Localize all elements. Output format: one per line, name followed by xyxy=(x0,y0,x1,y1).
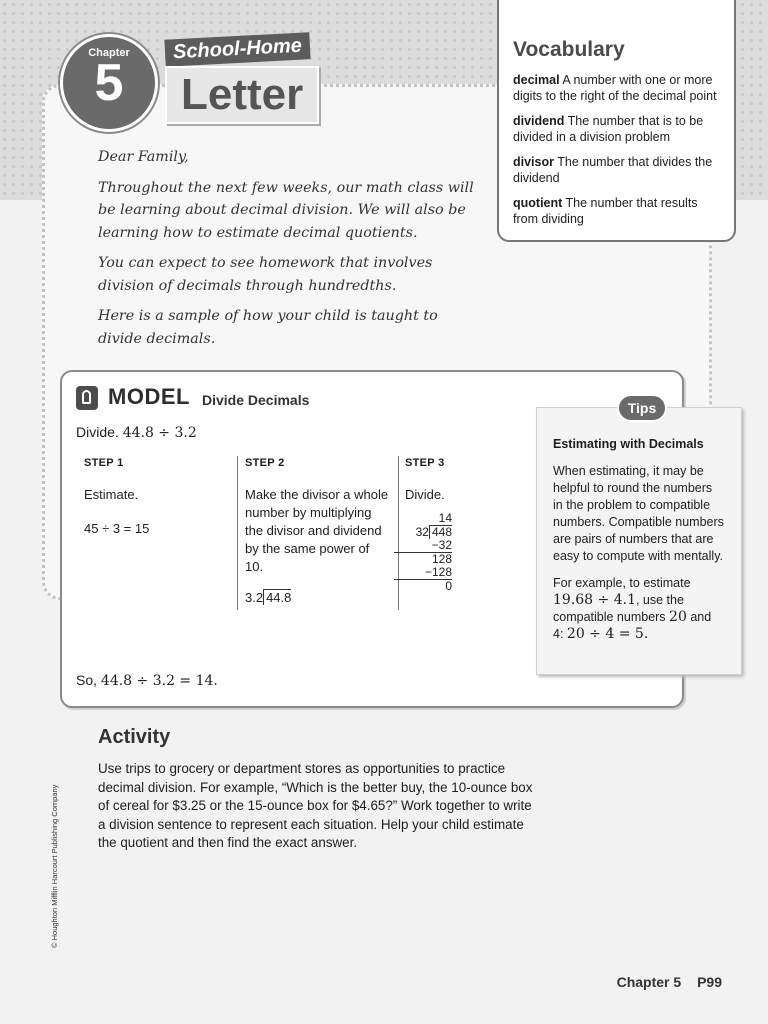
divide-expression: 44.8 ÷ 3.2 xyxy=(122,425,197,441)
step-text: Estimate. xyxy=(84,487,139,502)
chapter-number: 5 xyxy=(94,54,124,112)
vocab-item xyxy=(513,195,722,227)
vocabulary-box xyxy=(497,0,736,242)
vocab-term: quotient xyxy=(513,196,563,210)
model-subtitle: Divide Decimals xyxy=(202,392,310,408)
conclusion-expression: 44.8 ÷ 3.2 = 14. xyxy=(100,673,218,689)
vocab-item xyxy=(513,113,722,145)
vocab-term: divisor xyxy=(513,155,554,169)
step-3 xyxy=(405,454,525,504)
step-text: Divide. xyxy=(405,487,445,502)
column-divider xyxy=(237,456,238,610)
step2-dividend: 44.8 xyxy=(263,589,291,605)
page-footer xyxy=(605,974,722,990)
tips-paragraph: When estimating, it may be helpful to round the numbers in the problem to compatible numbers. Compatible numbers are pairs of numbers that are easy to compute with mentally. xyxy=(553,464,724,563)
step-label: STEP 3 xyxy=(405,457,445,469)
tips-example xyxy=(553,575,725,643)
letter-paragraph: You can expect to see homework that involves division of decimals through hundredths. xyxy=(98,255,433,294)
activity-text: Use trips to grocery or department stores as opportunities to practice decimal division. For example, “Which is the better buy, the 10-ounce box of cereal for $3.25 or the 15-ounce box for $4.65?” Work together to write a division sentence to represent each situation. Help your child estimate the quotient and then find the exact answer. xyxy=(98,761,533,850)
tips-example-and: and 4: xyxy=(553,610,712,641)
model-problem xyxy=(76,424,197,441)
tips-example-intro: For example, to estimate xyxy=(553,576,691,590)
activity-title: Activity xyxy=(98,726,171,748)
vocab-item xyxy=(513,72,722,104)
chapter-badge xyxy=(60,34,158,132)
model-conclusion xyxy=(76,672,218,689)
ld-subtract: −128 xyxy=(394,566,452,580)
ld-dividend: 448 xyxy=(429,525,452,539)
step-1 xyxy=(84,454,229,538)
letter-greeting: Dear Family, xyxy=(98,149,189,165)
vocab-item xyxy=(513,154,722,186)
step-text: Make the divisor a whole number by multiplying the divisor and dividend by the same power of 10. xyxy=(245,487,389,574)
tips-expression: 19.68 ÷ 4.1 xyxy=(553,592,636,608)
ld-divisor: 32 xyxy=(415,525,429,539)
long-division xyxy=(394,512,452,593)
vocab-term: decimal xyxy=(513,73,560,87)
step-2 xyxy=(245,454,390,576)
tips-box xyxy=(536,407,742,675)
conclusion-prefix: So, xyxy=(76,672,98,688)
letter-paragraph: Throughout the next few weeks, our math class will be learning about decimal division. We will also be learning how to estimate decimal quotients. xyxy=(98,179,474,241)
step2-division-work xyxy=(245,590,291,605)
ld-remainder: 0 xyxy=(445,579,452,593)
step-label: STEP 2 xyxy=(245,457,285,469)
title-letter: Letter xyxy=(165,66,319,124)
copyright-notice: © Houghton Mifflin Harcourt Publishing Company xyxy=(50,784,59,948)
title-school-home: School-Home xyxy=(164,32,310,67)
keyhole-icon xyxy=(76,386,98,410)
vocab-definition: The number that divides the dividend xyxy=(513,155,713,185)
ld-remainder: 128 xyxy=(431,552,452,566)
step2-divisor: 3.2 xyxy=(245,590,264,605)
ld-quotient: 14 xyxy=(438,511,452,525)
chapter-word: Chapter xyxy=(88,47,130,59)
ld-divisor-dividend xyxy=(394,525,452,539)
step-work: 45 ÷ 3 = 15 xyxy=(84,521,150,536)
footer-page-number: P99 xyxy=(697,974,722,990)
divide-label: Divide. xyxy=(76,424,119,440)
vocabulary-title: Vocabulary xyxy=(513,38,625,61)
vocab-definition: The number that results from dividing xyxy=(513,196,698,226)
vocab-definition: The number that is to be divided in a division problem xyxy=(513,114,704,144)
vocab-term: dividend xyxy=(513,114,565,128)
tips-result: 20 ÷ 4 = 5. xyxy=(566,626,649,642)
tips-example-mid: , use the compatible numbers xyxy=(553,593,684,624)
tips-compatible-number: 20 xyxy=(669,609,687,625)
model-title: MODEL xyxy=(108,384,190,409)
vocabulary-list xyxy=(513,72,722,227)
ld-subtract: −32 xyxy=(394,539,452,553)
tips-title: Estimating with Decimals xyxy=(553,437,704,451)
tips-badge: Tips xyxy=(619,396,665,420)
step-label: STEP 1 xyxy=(84,457,124,469)
vocab-definition: A number with one or more digits to the right of the decimal point xyxy=(513,73,717,103)
letter-paragraph: Here is a sample of how your child is taught to divide decimals. xyxy=(98,308,438,347)
footer-chapter: Chapter 5 xyxy=(616,974,682,990)
letter-body xyxy=(98,146,478,358)
